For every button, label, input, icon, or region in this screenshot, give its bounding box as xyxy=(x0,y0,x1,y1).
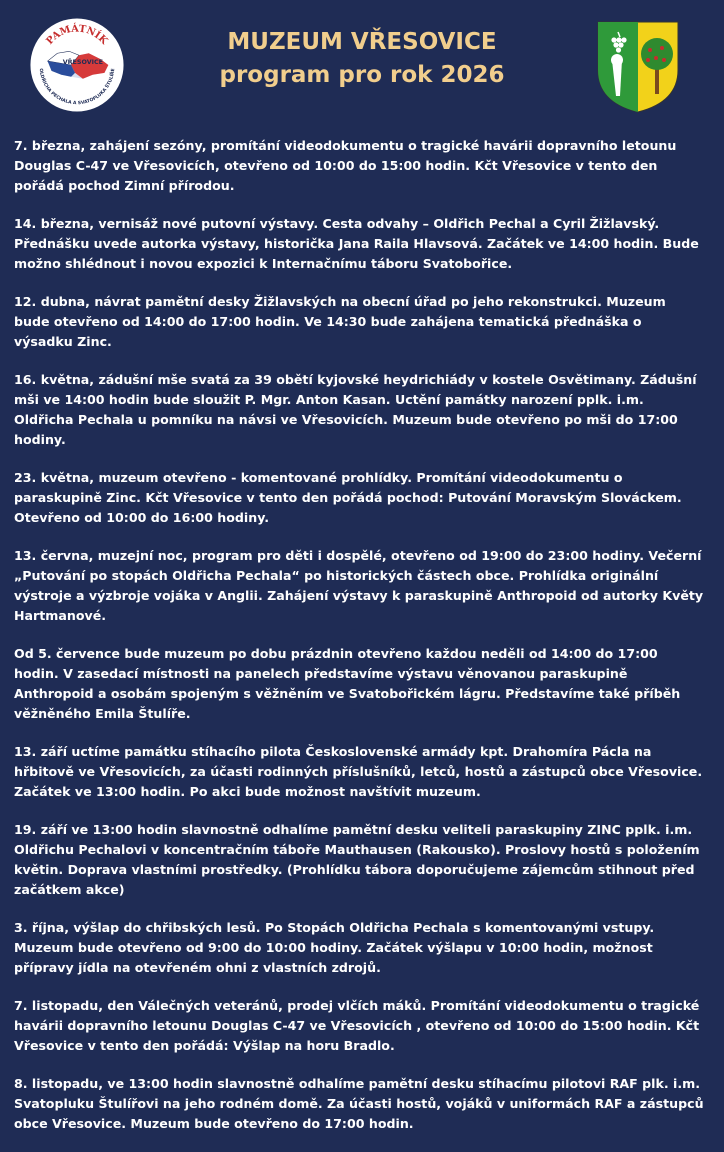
seal-mid-text: VŘESOVICE xyxy=(62,58,104,67)
event-item: 16. května, zádušní mše svatá za 39 obětí kyjovské heydrichiády v kostele Osvětimany. Zádušní mši ve 14:00 hodin bude sloužit P. Mgr. Anton Kasan. Uctění památky narození pplk. i.m. Oldřicha Pechala u pomníku na návsi ve Vřesovicích. Muzeum bude otevřeno po mši do 17:00 hodiny. xyxy=(14,372,697,447)
event-item: 8. listopadu, ve 13:00 hodin slavnostně odhalíme pamětní desku stíhacímu pilotovi RAF plk. i.m. Svatopluku Štulířovi na jeho rodném domě. Za účasti hostů, vojáků v uniformách RAF a zástupců obce Vřesovice. Muzeum bude otevřeno do 17:00 hodin. xyxy=(14,1076,704,1131)
event-item: 23. května, muzeum otevřeno - komentované prohlídky. Promítání videodokumentu o paraskupině Zinc. Kčt Vřesovice v tento den pořádá pochod: Putování Moravským Slováckem. Otevřeno od 10:00 do 16:00 hodiny. xyxy=(14,470,682,525)
event-item: 12. dubna, návrat pamětní desky Žižlavských na obecní úřad po jeho rekonstrukci. Muzeum bude otevřeno od 14:00 do 17:00 hodin. Ve 14:30 bude zahájena tematická přednáška o výsadku Zinc. xyxy=(14,294,666,349)
event-item: 7. března, zahájení sezóny, promítání videodokumentu o tragické havárii dopravního letounu Douglas C-47 ve Vřesovicích, otevřeno od 10:00 do 15:00 hodin. Kčt Vřesovice v tento den pořádá pochod Zimní přírodou. xyxy=(14,138,677,193)
event-item: 14. března, vernisáž nové putovní výstavy. Cesta odvahy – Oldřich Pechal a Cyril Žižlavský. Přednášku uvede autorka výstavy, historička Jana Raila Hlavsová. Začátek ve 14:00 hodin. Bude možno shlédnout i novou expozici k Internačnímu táboru Svatobořice. xyxy=(14,216,699,271)
title-line-2: program pro rok 2026 xyxy=(219,62,505,88)
event-item: 19. září ve 13:00 hodin slavnostně odhalíme pamětní desku veliteli paraskupiny ZINC pplk. i.m. Oldřichu Pechalovi v koncentračním táboře Mauthausen (Rakousko). Proslovy hostů s položením květin. Doprava vlastními prostředky. (Prohlídku tábora doporučujeme zájemcům stihnout před začátkem akce) xyxy=(14,822,700,897)
seal-bottom-text: OLDŘICHA PECHALA A SVATOPLUKA ŠTULÍŘE xyxy=(37,68,117,107)
event-item: 7. listopadu, den Válečných veteránů, prodej vlčích máků. Promítání videodokumentu o tragické havárii dopravního letounu Douglas C-47 ve Vřesovicích , otevřeno od 10:00 do 15:00 hodin. Kčt Vřesovice v tento den pořádá: Výšlap na horu Bradlo. xyxy=(14,998,700,1053)
page-title xyxy=(150,26,574,92)
seal-top-text: PAMÁTNÍK xyxy=(44,23,110,47)
event-item: 3. října, výšlap do chřibských lesů. Po Stopách Oldřicha Pechala s komentovanými vstupy. Muzeum bude otevřeno od 9:00 do 10:00 hodiny. Začátek výšlapu v 10:00 hodin, možnost přípravy jídla na otevřeném ohni z vlastních zdrojů. xyxy=(14,920,655,975)
event-item: 13. září uctíme památku stíhacího pilota Československé armády kpt. Drahomíra Pácla na hřbitově ve Vřesovicích, za účasti rodinných příslušníků, letců, hostů a zástupců obce Vřesovice. Začátek ve 13:00 hodin. Po akci bude možnost navštívit muzeum. xyxy=(14,744,703,799)
vresovice-coat-of-arms-icon xyxy=(596,20,680,114)
event-item: Od 5. července bude muzeum po dobu prázdnin otevřeno každou neděli od 14:00 do 17:00 hodin. V zasedací místnosti na panelech představíme výstavu věnovanou paraskupině Anthropoid a osobám spojeným s věžněním ve Svatobořickém lágru. Představíme také příběh věžněného Emila Štulíře. xyxy=(14,646,681,721)
czech-map-seal-icon xyxy=(28,16,126,114)
event-item: 13. června, muzejní noc, program pro děti i dospělé, otevřeno od 19:00 do 23:00 hodiny. Večerní „Putování po stopách Oldřicha Pechala“ po historických částech obce. Prohlídka originální výstroje a výzbroje vojáka v Anglii. Zahájení výstavy k paraskupině Anthropoid od autorky Květy Hartmanové. xyxy=(14,548,704,623)
title-line-1: MUZEUM VŘESOVICE xyxy=(227,29,497,55)
event-list xyxy=(14,136,704,1152)
